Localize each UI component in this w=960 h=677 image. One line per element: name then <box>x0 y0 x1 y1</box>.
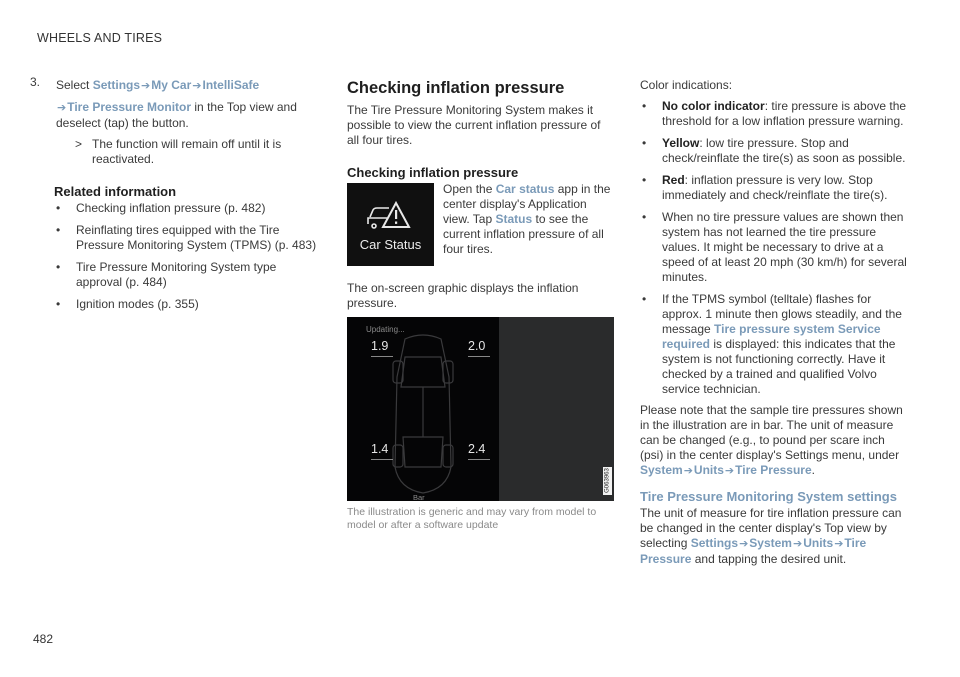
path-my-car: My Car <box>151 78 192 92</box>
arrow-icon: ➔ <box>724 465 735 477</box>
step-tail-text: in the Top view and deselect (tap) the button. <box>56 100 297 130</box>
step-3 <box>30 75 324 167</box>
related-item[interactable]: • Tire Pressure Monitoring System type approval (p. 484) <box>56 260 277 289</box>
ui-status: Status <box>495 212 533 226</box>
path-settings: Settings <box>92 78 141 92</box>
color-item-none: • No color indicator: tire pressure is above the threshold for a low inflation pressure warning. <box>642 99 907 128</box>
path-intellisafe: IntelliSafe <box>202 78 260 92</box>
path-settings: Settings <box>690 536 739 550</box>
related-item[interactable]: • Reinflating tires equipped with the Tire Pressure Monitoring System (TPMS) (p. 483) <box>56 223 317 252</box>
path-tire-pressure: Tire Pressure <box>735 463 812 477</box>
path-system: System <box>749 536 792 550</box>
path-units: Units <box>803 536 834 550</box>
pressure-unit: Bar <box>413 493 425 501</box>
path-units: Units <box>693 463 724 477</box>
app-icon-label: Car Status <box>359 237 422 252</box>
color-list <box>640 99 908 397</box>
pressure-rear-left: 1.4 <box>371 442 388 457</box>
step-result <box>54 137 324 167</box>
arrow-icon: ➔ <box>683 465 693 477</box>
arrow-icon: ➔ <box>834 538 844 550</box>
related-item[interactable]: • Ignition modes (p. 355) <box>56 297 199 311</box>
app-block <box>347 183 615 266</box>
car-status-app-icon[interactable] <box>347 183 434 266</box>
tpms-settings-title: Tire Pressure Monitoring System settings <box>640 489 897 504</box>
section-title: Checking inflation pressure <box>347 79 565 97</box>
intro-text: The Tire Pressure Monitoring System makes it possible to view the current inflation pressure of all four tires. <box>347 103 601 147</box>
ui-car-status: Car status <box>495 183 555 196</box>
column-2 <box>347 78 615 532</box>
screen-left-panel <box>347 317 499 501</box>
page-number: 482 <box>33 632 54 646</box>
image-code-tag: G063963 <box>603 467 612 495</box>
related-item[interactable]: • Checking inflation pressure (p. 482) <box>56 201 266 215</box>
arrow-icon: ➔ <box>792 538 803 550</box>
path-tire-pressure-monitor: Tire Pressure Monitor <box>67 100 192 114</box>
color-item-red: • Red: inflation pressure is very low. Stop immediately and check/reinflate the tire(s). <box>642 173 888 202</box>
arrow-icon: ➔ <box>141 80 151 92</box>
color-item-yellow: • Yellow: low tire pressure. Stop and check/reinflate the tire(s) as soon as possible. <box>642 136 906 165</box>
arrow-icon: ➔ <box>739 538 749 550</box>
path-system: System <box>640 463 683 477</box>
arrow-icon: ➔ <box>192 80 202 92</box>
graphic-description: The on-screen graphic displays the inflation pressure. <box>347 281 579 310</box>
screen-status-text: Updating... <box>366 325 405 334</box>
arrow-icon: ➔ <box>57 102 67 114</box>
related-list <box>54 201 324 312</box>
pressure-front-right: 2.0 <box>468 339 485 354</box>
ui-service-message: Tire pressure system Service required <box>662 322 881 351</box>
tpms-flash-item: • If the TPMS symbol (telltale) flashes for approx. 1 minute then glows steadily, and the message Tire pressure system Service required is displayed: this indicates that the system is not functioning correctly. Have it checked by a trained and qualified Volvo service technician. <box>642 292 902 396</box>
pressure-front-left: 1.9 <box>371 339 388 354</box>
tire-pressure-screen <box>347 317 614 501</box>
subsection-title: Checking inflation pressure <box>347 165 519 180</box>
open-app-text: Open the Car status app in the center display's Application view. Tap Status to see the current inflation pressure of all four tires. <box>443 183 611 256</box>
color-intro: Color indications: <box>640 78 733 92</box>
step-result-text: The function will remain off until it is reactivated. <box>92 137 282 166</box>
step-number: 3. <box>30 75 41 89</box>
related-title: Related information <box>54 184 177 199</box>
section-header: WHEELS AND TIRES <box>37 31 163 45</box>
unit-note: Please note that the sample tire pressures shown in the illustration are in bar. The unit of measure can be changed (e.g., to pound per scare inch (psi) in the center display's Settings menu, under System➔Units➔Tire Pressure. <box>640 403 903 477</box>
illustration-caption: The illustration is generic and may vary from model to model or after a software update <box>347 506 597 531</box>
result-marker: > <box>75 137 83 151</box>
screen-right-panel <box>499 317 614 501</box>
no-values-item: • When no tire pressure values are shown then system has not learned the tire pressure values. It might be necessary to drive at a speed of at least 20 mph (30 km/h) for several minutes. <box>642 210 907 284</box>
column-1 <box>30 75 324 319</box>
column-3 <box>640 78 908 567</box>
step-select-text: Select <box>56 78 90 92</box>
tpms-settings-text: The unit of measure for tire inflation pressure can be changed in the center display's Top view by selecting Settings➔System➔Units➔Tire Pressure and tapping the desired unit. <box>640 506 902 566</box>
pressure-rear-right: 2.4 <box>468 442 485 457</box>
path-tire-pressure: Tire Pressure <box>640 536 867 566</box>
car-warning-icon <box>347 183 434 266</box>
